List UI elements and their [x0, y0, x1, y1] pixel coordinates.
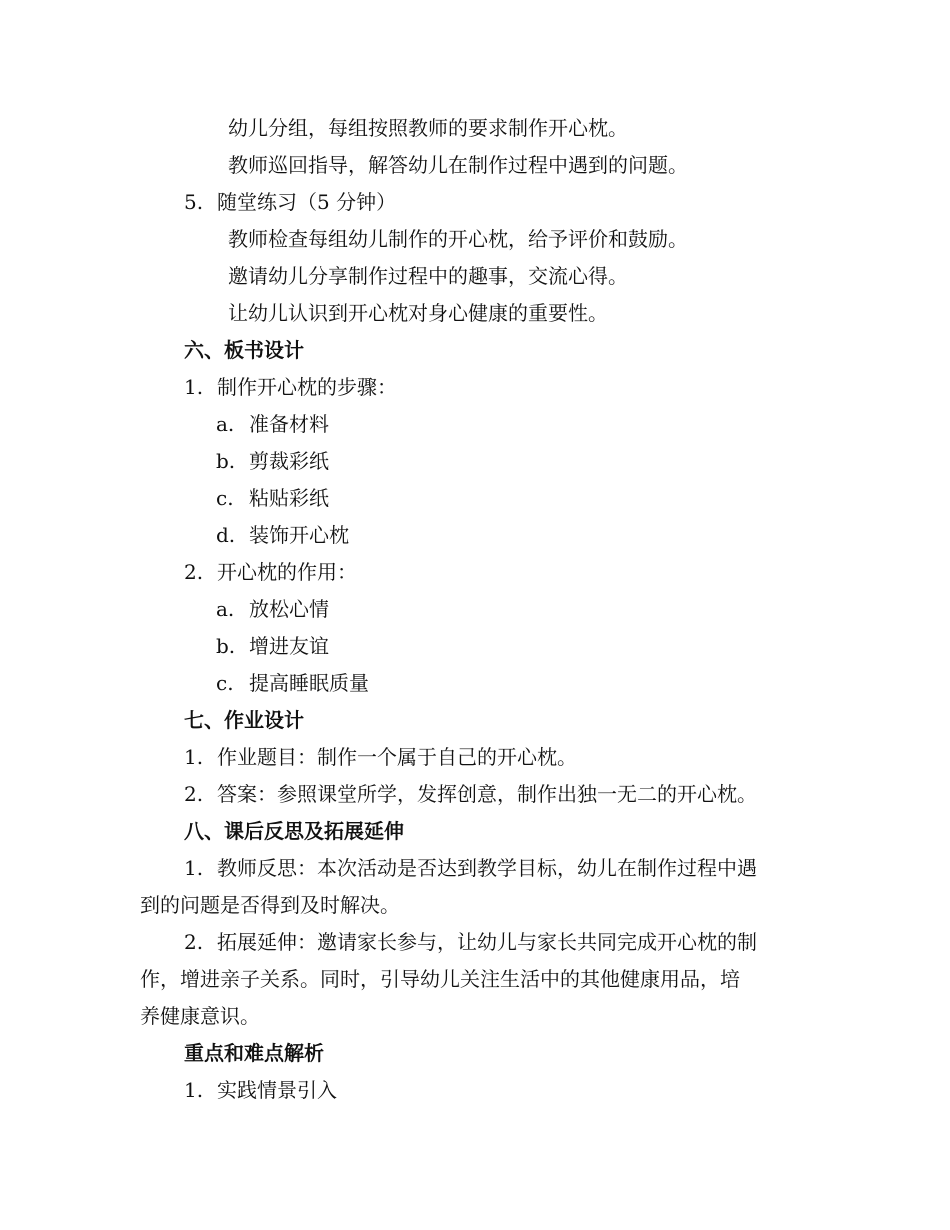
item-text: 随堂练习（5 分钟） — [217, 190, 397, 214]
item-text: 教师反思：本次活动是否达到教学目标，幼儿在制作过程中遇 — [217, 856, 757, 880]
item-text: 装饰开心枕 — [249, 523, 349, 547]
item-text: 作业题目：制作一个属于自己的开心枕。 — [217, 745, 577, 769]
numbered-item-1 — [184, 1078, 337, 1102]
item-letter: c. — [216, 486, 234, 510]
item-number: 2. — [184, 930, 204, 954]
body-text-line: 让幼儿认识到开心枕对身心健康的重要性。 — [228, 301, 608, 325]
paragraph-item-1 — [184, 856, 757, 880]
lettered-item — [216, 634, 329, 658]
item-number: 1. — [184, 745, 204, 769]
item-text: 实践情景引入 — [217, 1078, 337, 1102]
item-letter: a. — [216, 597, 235, 621]
body-text-line: 教师检查每组幼儿制作的开心枕，给予评价和鼓励。 — [228, 227, 688, 251]
numbered-item-1 — [184, 375, 397, 399]
section-heading: 八、课后反思及拓展延伸 — [184, 819, 404, 843]
item-number: 1. — [184, 375, 204, 399]
item-text: 粘贴彩纸 — [249, 486, 329, 510]
item-text: 答案：参照课堂所学，发挥创意，制作出独一无二的开心枕。 — [217, 782, 757, 806]
item-text: 增进友谊 — [249, 634, 329, 658]
item-number: 1. — [184, 1078, 204, 1102]
lettered-item — [216, 523, 349, 547]
paragraph-continuation: 作，增进亲子关系。同时，引导幼儿关注生活中的其他健康用品，培 — [140, 967, 740, 991]
item-letter: a. — [216, 412, 235, 436]
section-heading: 重点和难点解析 — [184, 1041, 324, 1065]
item-text: 拓展延伸：邀请家长参与，让幼儿与家长共同完成开心枕的制 — [217, 930, 757, 954]
lettered-item — [216, 449, 329, 473]
body-text-line: 幼儿分组，每组按照教师的要求制作开心枕。 — [228, 116, 628, 140]
section-heading: 六、板书设计 — [184, 338, 304, 362]
paragraph-continuation: 到的问题是否得到及时解决。 — [140, 893, 400, 917]
item-text: 剪裁彩纸 — [249, 449, 329, 473]
item-text: 制作开心枕的步骤： — [217, 375, 397, 399]
item-number: 1. — [184, 856, 204, 880]
item-number: 5. — [184, 190, 204, 214]
numbered-item-2 — [184, 560, 357, 584]
paragraph-item-2 — [184, 930, 757, 954]
lettered-item — [216, 486, 329, 510]
paragraph-continuation: 养健康意识。 — [140, 1004, 260, 1028]
lettered-item — [216, 597, 329, 621]
item-text: 准备材料 — [249, 412, 329, 436]
body-text-line: 教师巡回指导，解答幼儿在制作过程中遇到的问题。 — [228, 153, 688, 177]
item-letter: b. — [216, 634, 236, 658]
numbered-item-5 — [184, 190, 396, 214]
item-number: 2. — [184, 560, 204, 584]
item-letter: d. — [216, 523, 236, 547]
numbered-item-1 — [184, 745, 577, 769]
lettered-item — [216, 412, 329, 436]
item-letter: c. — [216, 671, 234, 695]
item-text: 开心枕的作用： — [217, 560, 357, 584]
numbered-item-2 — [184, 782, 757, 806]
section-heading: 七、作业设计 — [184, 708, 304, 732]
body-text-line: 邀请幼儿分享制作过程中的趣事，交流心得。 — [228, 264, 628, 288]
item-text: 提高睡眠质量 — [249, 671, 369, 695]
item-text: 放松心情 — [249, 597, 329, 621]
item-letter: b. — [216, 449, 236, 473]
item-number: 2. — [184, 782, 204, 806]
lettered-item — [216, 671, 369, 695]
